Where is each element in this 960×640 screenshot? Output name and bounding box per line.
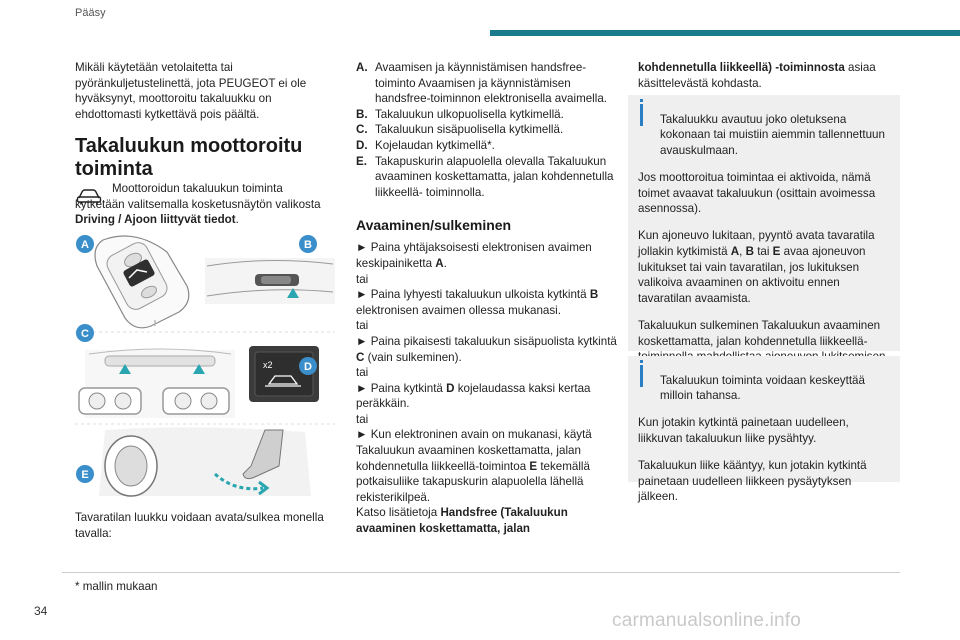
- note-text: Kun jotakin kytkintä painetaan uudelleen, liikkuvan takaluukun liike pysähtyy.: [638, 416, 849, 445]
- info-note: [628, 95, 900, 351]
- column-1: [75, 60, 325, 181]
- list-key: C.: [356, 123, 368, 137]
- list-key: E.: [356, 154, 367, 168]
- info-icon: [640, 360, 643, 363]
- section-heading: Takaluukun moottoroitu toiminta: [75, 135, 303, 181]
- instruction-1: ► Paina yhtäjaksoisesti elektronisen avaimen keskipainiketta A.: [356, 241, 592, 270]
- list-key: B.: [356, 107, 368, 121]
- column-2: [356, 60, 618, 537]
- page-number: 34: [34, 604, 48, 618]
- svg-text:C: C: [81, 328, 89, 340]
- info-icon: [640, 99, 643, 102]
- list-text: Takapuskurin alapuolella olevalla Takaluukun avaaminen koskettamatta, jalan kohdennetulla liikkeellä- toiminnolla.: [375, 154, 614, 199]
- list-item: [356, 122, 618, 138]
- note-text: Takaluukun liike kääntyy, kun jotakin kytkintä painetaan uudelleen liikkeen pysäytyksen jälkeen.: [638, 459, 867, 504]
- note-text: Takaluukun toiminta voidaan keskeyttää milloin tahansa.: [660, 373, 865, 403]
- exterior-switch-drawing: [205, 258, 335, 304]
- or-separator: tai: [356, 366, 369, 380]
- or-separator: tai: [356, 319, 369, 333]
- intro-paragraph: Mikäli käytetään vetolaitetta tai pyöränkuljetustelinettä, jota PEUGEOT ei ole hyväksynyt, moottoroitu takaluukku on ehdottomasti kytkettävä pois päältä.: [75, 61, 307, 121]
- open-close-heading: Avaaminen/sulkeminen: [356, 217, 512, 234]
- menu-path: Driving / Ajoon liittyvät tiedot: [75, 213, 236, 227]
- interior-switches-drawing: [79, 349, 235, 418]
- header-accent-bar: [490, 30, 960, 36]
- settings-text: Moottoroidun takaluukun toiminta kytketään valitsemalla kosketusnäytön valikosta: [75, 182, 321, 211]
- list-item: [356, 154, 618, 201]
- or-separator: tai: [356, 412, 369, 426]
- list-key: A.: [356, 61, 368, 74]
- electronic-key-drawing: [95, 236, 189, 328]
- x2-label: x2: [263, 360, 273, 370]
- svg-text:B: B: [304, 239, 312, 251]
- footnote-divider: [62, 572, 900, 573]
- instruction-5: ► Kun elektroninen avain on mukanasi, käytä Takaluukun avaaminen koskettamatta, jalan kohdennetulla liikkeellä-toimintoa E tekemällä potkaisuliike takapuskurin alapuolella lähellä rekisterikilpeä.: [356, 428, 592, 504]
- settings-end: .: [235, 213, 239, 227]
- note-text: Kun ajoneuvo lukitaan, pyyntö avata tavaratila jollakin kytkimistä A, B tai E avaa ajoneuvon lukitukset tai vain tavaratilan, jos lukituksen valikoiva avaaminen on aktivoitu ennen tavaratilan avaamista.: [638, 229, 875, 305]
- cross-reference-text: asiaa käsittelevästä kohdasta.: [638, 61, 876, 90]
- list-text: Kojelaudan kytkimellä*.: [375, 138, 495, 152]
- svg-text:E: E: [81, 469, 89, 481]
- info-icon-bar: [640, 365, 643, 387]
- note-text: Takaluukku avautuu joko oletuksena kokonaan tai muistiin aiemmin tallennettuun avauskulmaan.: [660, 112, 885, 157]
- label-a-badge: [76, 235, 94, 253]
- info-icon-bar: [640, 104, 643, 126]
- running-header: Pääsy: [75, 7, 106, 19]
- label-c-badge: [76, 324, 94, 342]
- svg-text:A: A: [81, 239, 89, 251]
- instruction-2: ► Paina lyhyesti takaluukun ulkoista kytkintä B elektronisen avaimen ollessa mukanasi.: [356, 288, 599, 317]
- info-note: [628, 356, 900, 504]
- cross-reference: kohdennetulla liikkeellä) -toiminnosta: [638, 61, 845, 74]
- list-key: D.: [356, 138, 368, 152]
- list-text: Takaluukun ulkopuolisella kytkimellä.: [375, 107, 564, 121]
- footnote: * mallin mukaan: [75, 580, 158, 593]
- figure-caption: Tavaratilan luukku voidaan avata/sulkea monella tavalla:: [75, 511, 324, 540]
- list-item: [356, 138, 618, 154]
- control-list: [356, 60, 618, 200]
- label-d-badge: [299, 357, 317, 375]
- note-text: Takaluukun sulkeminen Takaluukun avaaminen koskettamatta, jalan kohdennetulla liikkeellä-: [638, 318, 881, 348]
- or-separator: tai: [356, 272, 369, 286]
- list-text: Takaluukun sisäpuolisella kytkimellä.: [375, 123, 564, 137]
- instruction-4: ► Paina kytkintä D kojelaudassa kaksi kertaa peräkkäin.: [356, 381, 591, 411]
- settings-paragraph: [75, 181, 335, 228]
- label-e-badge: [76, 465, 94, 483]
- svg-text:D: D: [304, 361, 312, 373]
- label-b-badge: [299, 235, 317, 253]
- tailgate-controls-illustration: [75, 226, 335, 498]
- continuation-paragraph: [638, 60, 900, 91]
- list-item: [356, 107, 618, 123]
- instruction-3: ► Paina pikaisesti takaluukun sisäpuolista kytkintä C (vain sulkeminen).: [356, 334, 617, 364]
- list-text: Avaamisen ja käynnistämisen handsfree-toiminto Avaamisen ja käynnistämisen handsfree-toiminnon elektronisella avaimella.: [375, 61, 607, 106]
- note-text: Jos moottoroitua toimintaa ei aktivoida, nämä toimet avaavat takaluukun (osittain avoimessa asennossa).: [638, 170, 876, 216]
- list-item: [356, 60, 618, 107]
- see-also: Katso lisätietoja Handsfree (Takaluukun avaaminen koskettamatta, jalan: [356, 506, 568, 536]
- kick-sensor-drawing: [99, 427, 311, 496]
- watermark: carmanualsonline.info: [612, 610, 802, 631]
